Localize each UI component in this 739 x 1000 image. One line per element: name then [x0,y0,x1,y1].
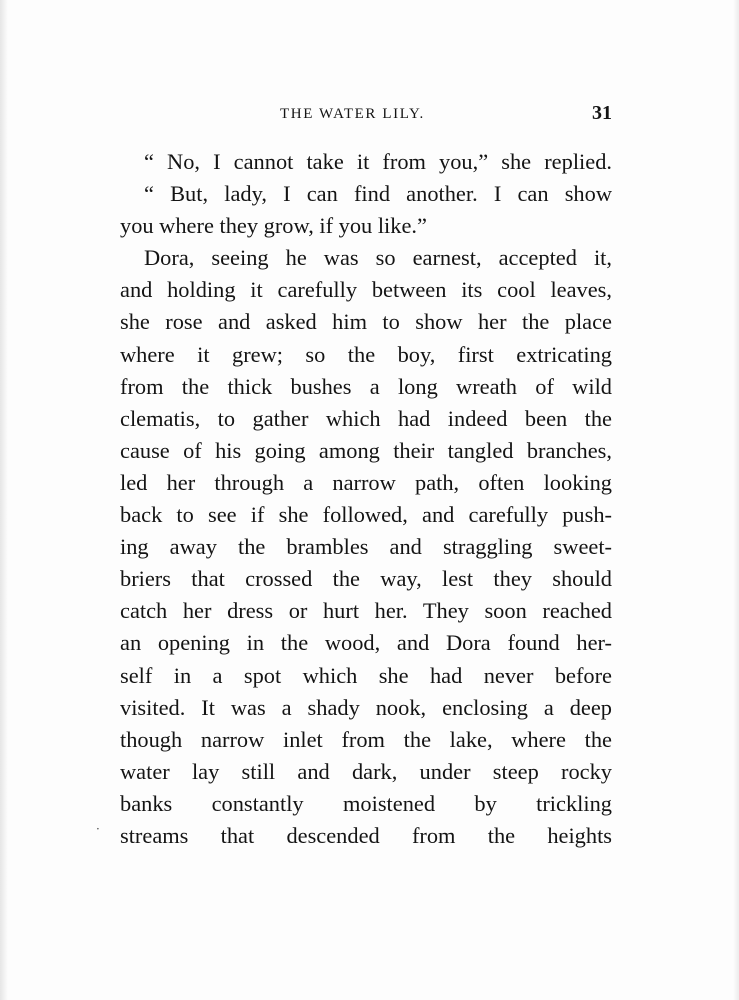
text-line: she rose and asked him to show her the place [120,309,612,335]
text-line: banks constantly moistened by trickling [120,790,612,816]
text-line: Dora, seeing he was so earnest, accepted it, [144,245,612,271]
page-number: 31 [592,102,612,124]
text-line: briers that crossed the way, lest they should [120,566,612,592]
text-line: and holding it carefully between its cool leaves, [120,277,612,303]
text-line: catch her dress or hurt her. They soon reached [120,598,612,624]
text-line: visited. It was a shady nook, enclosing a deep [120,694,612,720]
text-line: from the thick bushes a long wreath of wild [120,373,612,399]
text-line: self in a spot which she had never before [120,662,612,688]
text-line: an opening in the wood, and Dora found her- [120,630,612,656]
page-left-edge-shadow [0,0,8,1000]
body-text [120,146,612,852]
text-line: “ No, I cannot take it from you,” she replied. [144,149,612,174]
running-title: THE WATER LILY. [280,106,425,122]
text-line: though narrow inlet from the lake, where the [120,726,612,752]
text-line: water lay still and dark, under steep rocky [120,758,612,784]
text-line: you where they grow, if you like.” [120,213,427,239]
text-line: ing away the brambles and straggling sweet- [120,534,612,560]
text-line: back to see if she followed, and carefully push- [120,502,612,528]
page-right-edge-shadow [733,0,739,1000]
text-line: where it grew; so the boy, first extricating [120,341,612,367]
text-line: led her through a narrow path, often looking [120,469,612,495]
text-line: cause of his going among their tangled branches, [120,437,612,463]
running-head [120,102,612,130]
text-line: streams that descended from the heights [120,822,612,848]
text-line: clematis, to gather which had indeed been the [120,405,612,431]
text-line: “ But, lady, I can find another. I can show [144,181,612,207]
margin-dot: · [96,822,100,836]
